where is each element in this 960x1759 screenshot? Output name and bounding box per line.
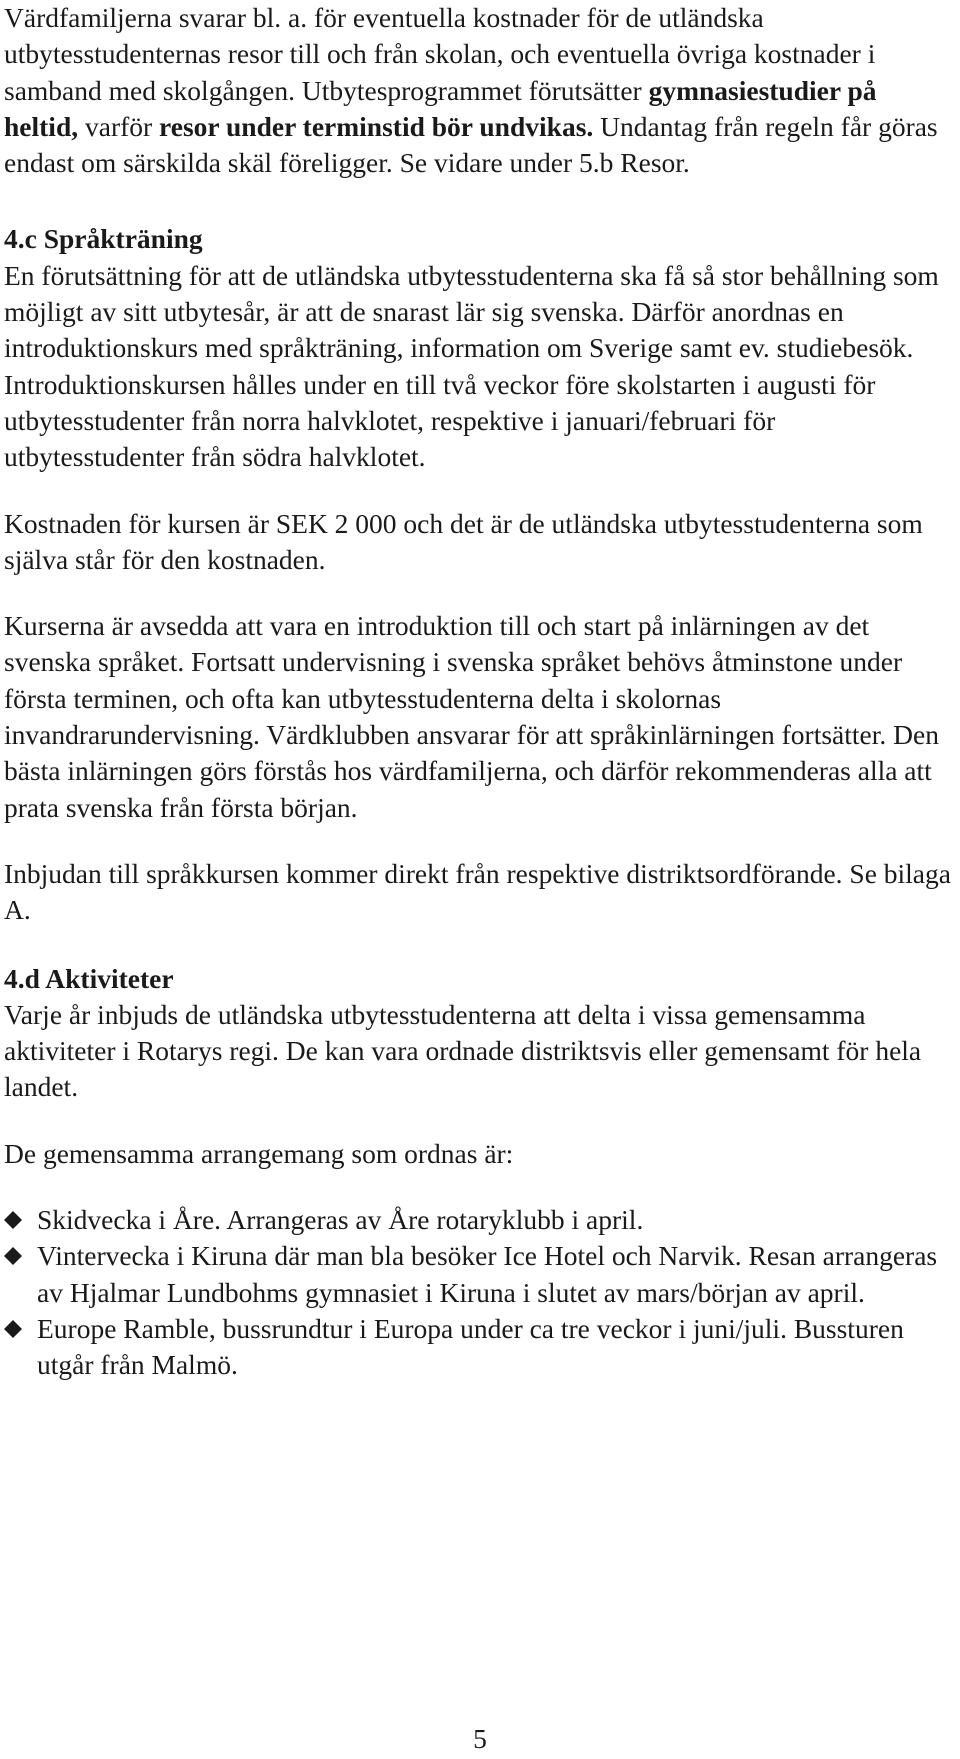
document-page	[4, 0, 954, 1384]
intro-text-1: Värdfamiljerna svarar bl. a. för eventuella kostnader för de utländska utbytesstudenternas resor till och från skolan, och eventuella övriga kostnader i samband med skolgången. Utbytesprogrammet förutsätter	[4, 2, 876, 106]
page-number: 5	[473, 1723, 487, 1754]
paragraph: Varje år inbjuds de utländska utbytesstudenterna att delta i vissa gemensamma aktiviteter i Rotarys regi. De kan vara ordnade distriktsvis eller gemensamt för hela landet.	[4, 998, 922, 1103]
list-item	[4, 1202, 954, 1238]
diamond-bullet-icon	[4, 1247, 22, 1265]
intro-bold-1: gymnasiestudier på heltid,	[4, 74, 877, 142]
list-item-text: Skidvecka i Åre. Arrangeras av Åre rotaryklubb i april.	[37, 1204, 644, 1236]
list-item-text: Europe Ramble, bussrundtur i Europa under ca tre veckor i juni/juli. Bussturen utgår från Malmö.	[37, 1312, 904, 1381]
intro-paragraph	[4, 0, 954, 181]
paragraph: Kurserna är avsedda att vara en introduktion till och start på inlärningen av det svenska språket. Fortsatt undervisning i svenska språket behövs åtminstone under första terminen, och ofta kan utbytesstudenterna delta i skolornas invandrarundervisning. Värdklubben ansvarar för att språkinlärningen fortsätter. Den bästa inlärningen görs förstås hos värdfamiljerna, och därför rekommenderas alla att prata svenska från första början.	[4, 610, 939, 823]
section-heading-sprakträning: 4.c Språkträning	[4, 223, 203, 255]
intro-text-3: Undantag från regeln får göras endast om särskilda skäl föreligger. Se vidare under 5.b Resor.	[4, 110, 938, 179]
diamond-bullet-icon	[4, 1320, 22, 1338]
activities-list	[4, 1202, 954, 1383]
intro-text-2: varför	[78, 110, 160, 142]
paragraph: De gemensamma arrangemang som ordnas är:	[4, 1137, 514, 1169]
paragraph: Inbjudan till språkkursen kommer direkt från respektive distriktsordförande. Se bilaga A.	[4, 857, 951, 926]
intro-bold-2: resor under terminstid bör undvikas.	[159, 110, 594, 142]
paragraph: Kostnaden för kursen är SEK 2 000 och det är de utländska utbytesstudenterna som själva står för den kostnaden.	[4, 507, 923, 575]
diamond-bullet-icon	[4, 1211, 22, 1229]
paragraph: En förutsättning för att de utländska utbytesstudenterna ska få så stor behållning som möjligt av sitt utbytesår, är att de snarast lär sig svenska. Därför anordnas en introduktionskurs med språkträning, information om Sverige samt ev. studiebesök. Introduktionskursen hålles under en till två veckor före skolstarten i augusti för utbytesstudenter från norra halvklotet, respektive i januari/februari för utbytesstudenter från södra halvklotet.	[4, 259, 939, 473]
section-heading-aktiviteter: 4.d Aktiviteter	[4, 962, 174, 994]
list-item	[4, 1238, 954, 1311]
list-item-text: Vintervecka i Kiruna där man bla besöker Ice Hotel och Narvik. Resan arrangeras av Hjalmar Lundbohms gymnasiet i Kiruna i slutet av mars/början av april.	[37, 1240, 938, 1308]
list-item	[4, 1311, 954, 1384]
